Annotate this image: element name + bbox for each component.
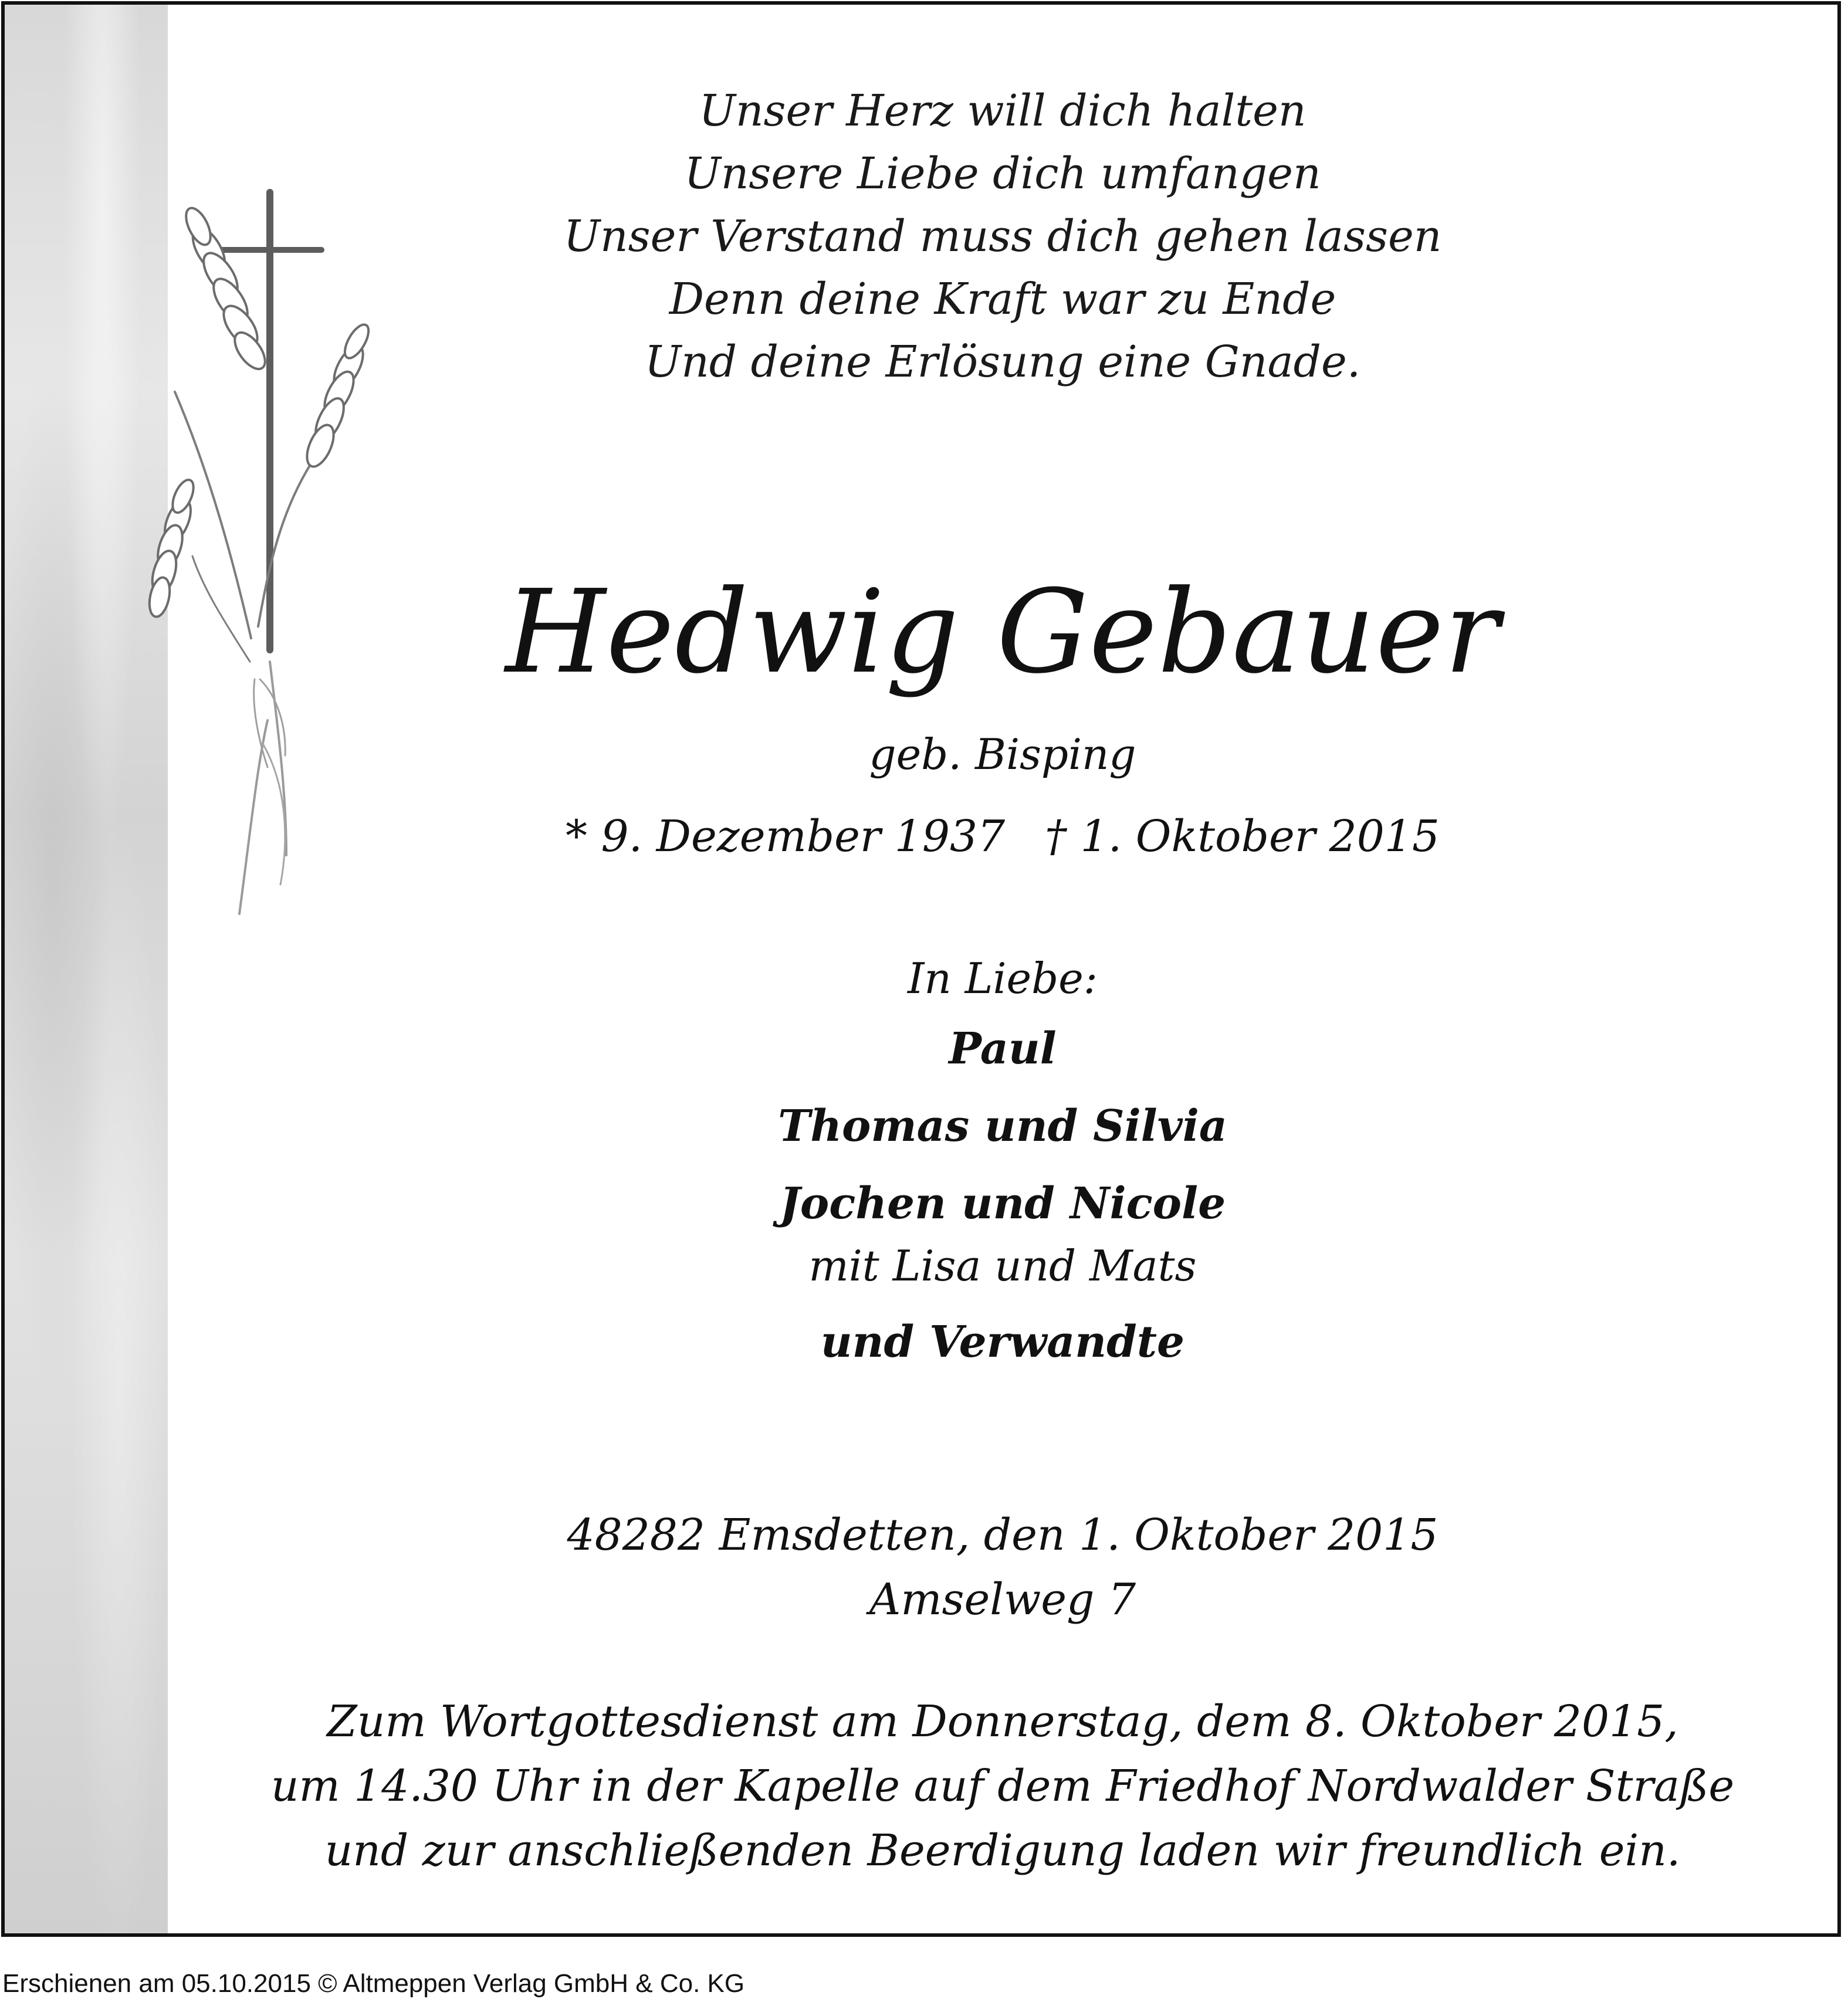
life-dates [168,807,1837,866]
location [168,1503,1837,1632]
mourner-name: Jochen und Nicole [779,1178,1226,1229]
mourners-intro: In Liebe: [907,954,1098,1003]
mourner-name: Paul [949,1024,1057,1074]
relatives: und Verwandte [820,1317,1185,1367]
service-notice [168,1689,1837,1883]
address-line: Amselweg 7 [869,1574,1136,1625]
publication-footer: Erschienen am 05.10.2015 © Altmeppen Verlag GmbH & Co. KG [2,1969,745,1998]
birth-date: * 9. Dezember 1937 [566,811,1006,862]
mourner-name: Thomas und Silvia [778,1101,1227,1151]
maiden-name: geb. Bisping [869,730,1136,779]
mourner-sub: mit Lisa und Mats [808,1241,1197,1290]
service-line: Zum Wortgottesdienst am Donnerstag, dem 8. Oktober 2015, [327,1696,1678,1747]
obituary-frame [1,1,1841,1937]
poem-line: Und deine Erlösung eine Gnade. [644,337,1361,387]
service-line: und zur anschließenden Beerdigung laden wir freundlich ein. [324,1825,1681,1876]
poem-line: Denn deine Kraft war zu Ende [669,274,1336,324]
obituary-content [168,5,1837,1933]
poem-line: Unser Verstand muss dich gehen lassen [563,211,1442,262]
death-date: † 1. Oktober 2015 [1045,811,1440,862]
poem [168,80,1837,394]
location-line: 48282 Emsdetten, den 1. Oktober 2015 [567,1510,1439,1560]
poem-line: Unser Herz will dich halten [699,86,1307,136]
poem-line: Unsere Liebe dich umfangen [684,148,1321,199]
service-line: um 14.30 Uhr in der Kapelle auf dem Friedhof Nordwalder Straße [270,1761,1735,1811]
deceased-name: Hedwig Gebauer [505,565,1500,699]
